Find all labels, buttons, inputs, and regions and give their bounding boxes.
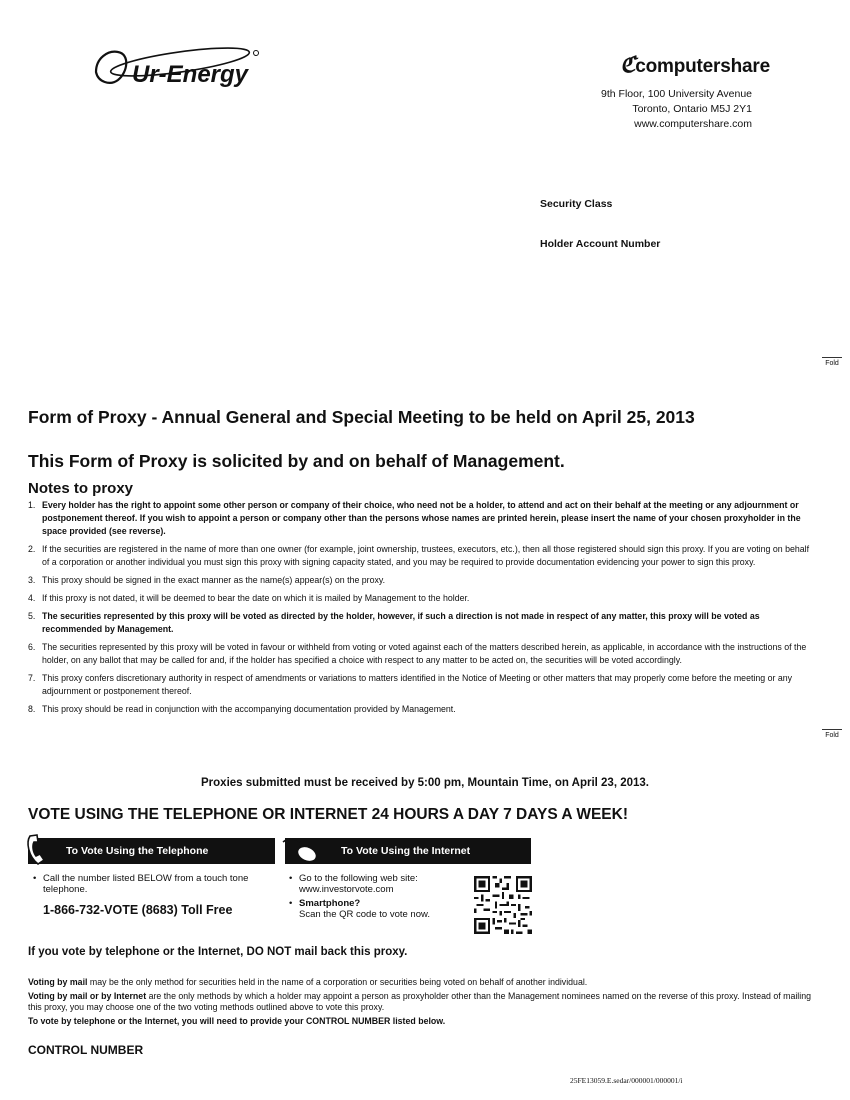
mail-instructions: [28, 977, 818, 1030]
fold-mark: Fold: [822, 357, 842, 367]
note-text: This proxy should be read in conjunction with the accompanying documentation provided by Management.: [42, 704, 456, 714]
note-text: This proxy confers discretionary authority in respect of amendments or variations to matters identified in the Notice of Meeting or other matters that may properly come before the meeting or any adjournment or postponement thereof.: [42, 673, 793, 696]
notes-heading: Notes to proxy: [28, 480, 134, 497]
note-text: This proxy should be signed in the exact manner as the name(s) appear(s) on the proxy.: [42, 575, 386, 585]
note-number: 6.: [28, 642, 36, 652]
page-title: Form of Proxy - Annual General and Special Meeting to be held on April 25, 2013: [28, 407, 695, 427]
note-item: [28, 610, 818, 636]
smartphone-text: Scan the QR code to vote now.: [299, 909, 430, 920]
computershare-logo-text: computershare: [635, 56, 770, 77]
address-line: www.computershare.com: [634, 118, 752, 130]
note-number: 8.: [28, 704, 36, 714]
mail-paragraph-lead: Voting by mail: [28, 977, 88, 987]
telephone-instructions: • Call the number listed BELOW from a touch tone telephone.: [33, 873, 273, 895]
ur-energy-logo-text: Ur-Energy: [132, 61, 249, 88]
note-number: 4.: [28, 593, 36, 603]
telephone-bar-label: To Vote Using the Telephone: [66, 845, 209, 857]
mail-paragraph: [28, 991, 818, 1013]
vote-heading: VOTE USING THE TELEPHONE OR INTERNET 24 HOURS A DAY 7 DAYS A WEEK!: [28, 806, 629, 823]
note-item: [28, 592, 818, 605]
ur-energy-logo: [88, 38, 268, 96]
internet-instruction: Go to the following web site:: [299, 873, 418, 884]
address-line: 9th Floor, 100 University Avenue: [601, 88, 752, 100]
computershare-mark-icon: ℭ: [620, 52, 636, 77]
note-item: [28, 499, 818, 538]
mail-paragraph-text: are the only methods by which a holder may appoint a person as proxyholder other than the Management nominees named on the reverse of this proxy. Instead of mailing this proxy, you may choose one of the two voting methods outlined above to vote this proxy.: [28, 991, 811, 1012]
deadline-notice: Proxies submitted must be received by 5:00 pm, Mountain Time, on April 23, 2013.: [201, 777, 649, 789]
investorvote-link[interactable]: www.investorvote.com: [299, 884, 394, 895]
mouse-icon: [281, 832, 321, 868]
note-number: 5.: [28, 611, 36, 621]
telephone-instruction: Call the number listed BELOW from a touch tone telephone.: [43, 873, 249, 895]
note-item: [28, 543, 818, 569]
note-number: 3.: [28, 575, 36, 585]
note-number: 2.: [28, 544, 36, 554]
mail-paragraph: [28, 977, 818, 988]
page-subtitle: This Form of Proxy is solicited by and on behalf of Management.: [28, 451, 565, 471]
note-item: [28, 574, 818, 587]
mail-paragraph-text: may be the only method for securities held in the name of a corporation or securities being voted on behalf of another individual.: [87, 977, 588, 987]
control-number-label: CONTROL NUMBER: [28, 1043, 144, 1057]
internet-bar-label: To Vote Using the Internet: [341, 845, 471, 857]
note-text: Every holder has the right to appoint some other person or company of their choice, who need not be a holder, to attend and act on their behalf at the meeting or any adjournment or postponement thereof. If you wish to appoint a person or company other than the persons whose names are printed herein, please insert the name of your chosen proxyholder in the space provided (see reverse).: [42, 500, 801, 536]
telephone-icon: [24, 832, 58, 868]
notes-list: [28, 499, 818, 721]
control-instruction: To vote by telephone or the Internet, you will need to provide your CONTROL NUMBER listed below.: [28, 1016, 446, 1026]
note-text: If the securities are registered in the name of more than one owner (for example, joint ownership, trustees, executors, etc.), then all those registered should sign this proxy. If you are voting on behalf of a corporation or another individual you must sign this proxy with signing capacity stated, and you may be required to provide documentation evidencing your power to sign this proxy.: [42, 544, 810, 567]
footer-code: 25FE13059.E.sedar/000001/000001/i: [570, 1076, 683, 1085]
computershare-logo: [620, 52, 770, 78]
note-number: 1.: [28, 500, 36, 510]
no-mail-notice: If you vote by telephone or the Internet, DO NOT mail back this proxy.: [28, 946, 408, 958]
telephone-bar: [28, 838, 275, 864]
note-text: The securities represented by this proxy will be voted in favour or withheld from voting or voted against each of the matters described herein, as applicable, in accordance with the instructions of the holder, on any ballot that may be called for and, if the holder has specified a choice with respect to any matter to be acted on, the securities will be voted accordingly.: [42, 642, 807, 665]
mail-paragraph-lead: Voting by mail or by Internet: [28, 991, 147, 1001]
internet-instructions: • Go to the following web site: www.investorvote.com • Smartphone? Scan the QR code to vote now.: [289, 873, 469, 920]
agent-address: [601, 87, 752, 132]
note-item: [28, 703, 818, 716]
internet-bar: [285, 838, 531, 864]
qr-code-icon: [474, 876, 532, 934]
smartphone-label: Smartphone?: [299, 898, 361, 909]
holder-account-label: Holder Account Number: [540, 238, 661, 250]
note-item: [28, 641, 818, 667]
address-line: Toronto, Ontario M5J 2Y1: [632, 103, 752, 115]
note-number: 7.: [28, 673, 36, 683]
security-class-label: Security Class: [540, 198, 613, 210]
note-text: The securities represented by this proxy will be voted as directed by the holder, however, if such a direction is not made in respect of any matter, this proxy will be voted as recommended by Management.: [42, 611, 760, 634]
note-item: [28, 672, 818, 698]
telephone-number: 1-866-732-VOTE (8683) Toll Free: [43, 903, 233, 917]
note-text: If this proxy is not dated, it will be deemed to bear the date on which it is mailed by Management to the holder.: [42, 593, 470, 603]
fold-mark: Fold: [822, 729, 842, 739]
